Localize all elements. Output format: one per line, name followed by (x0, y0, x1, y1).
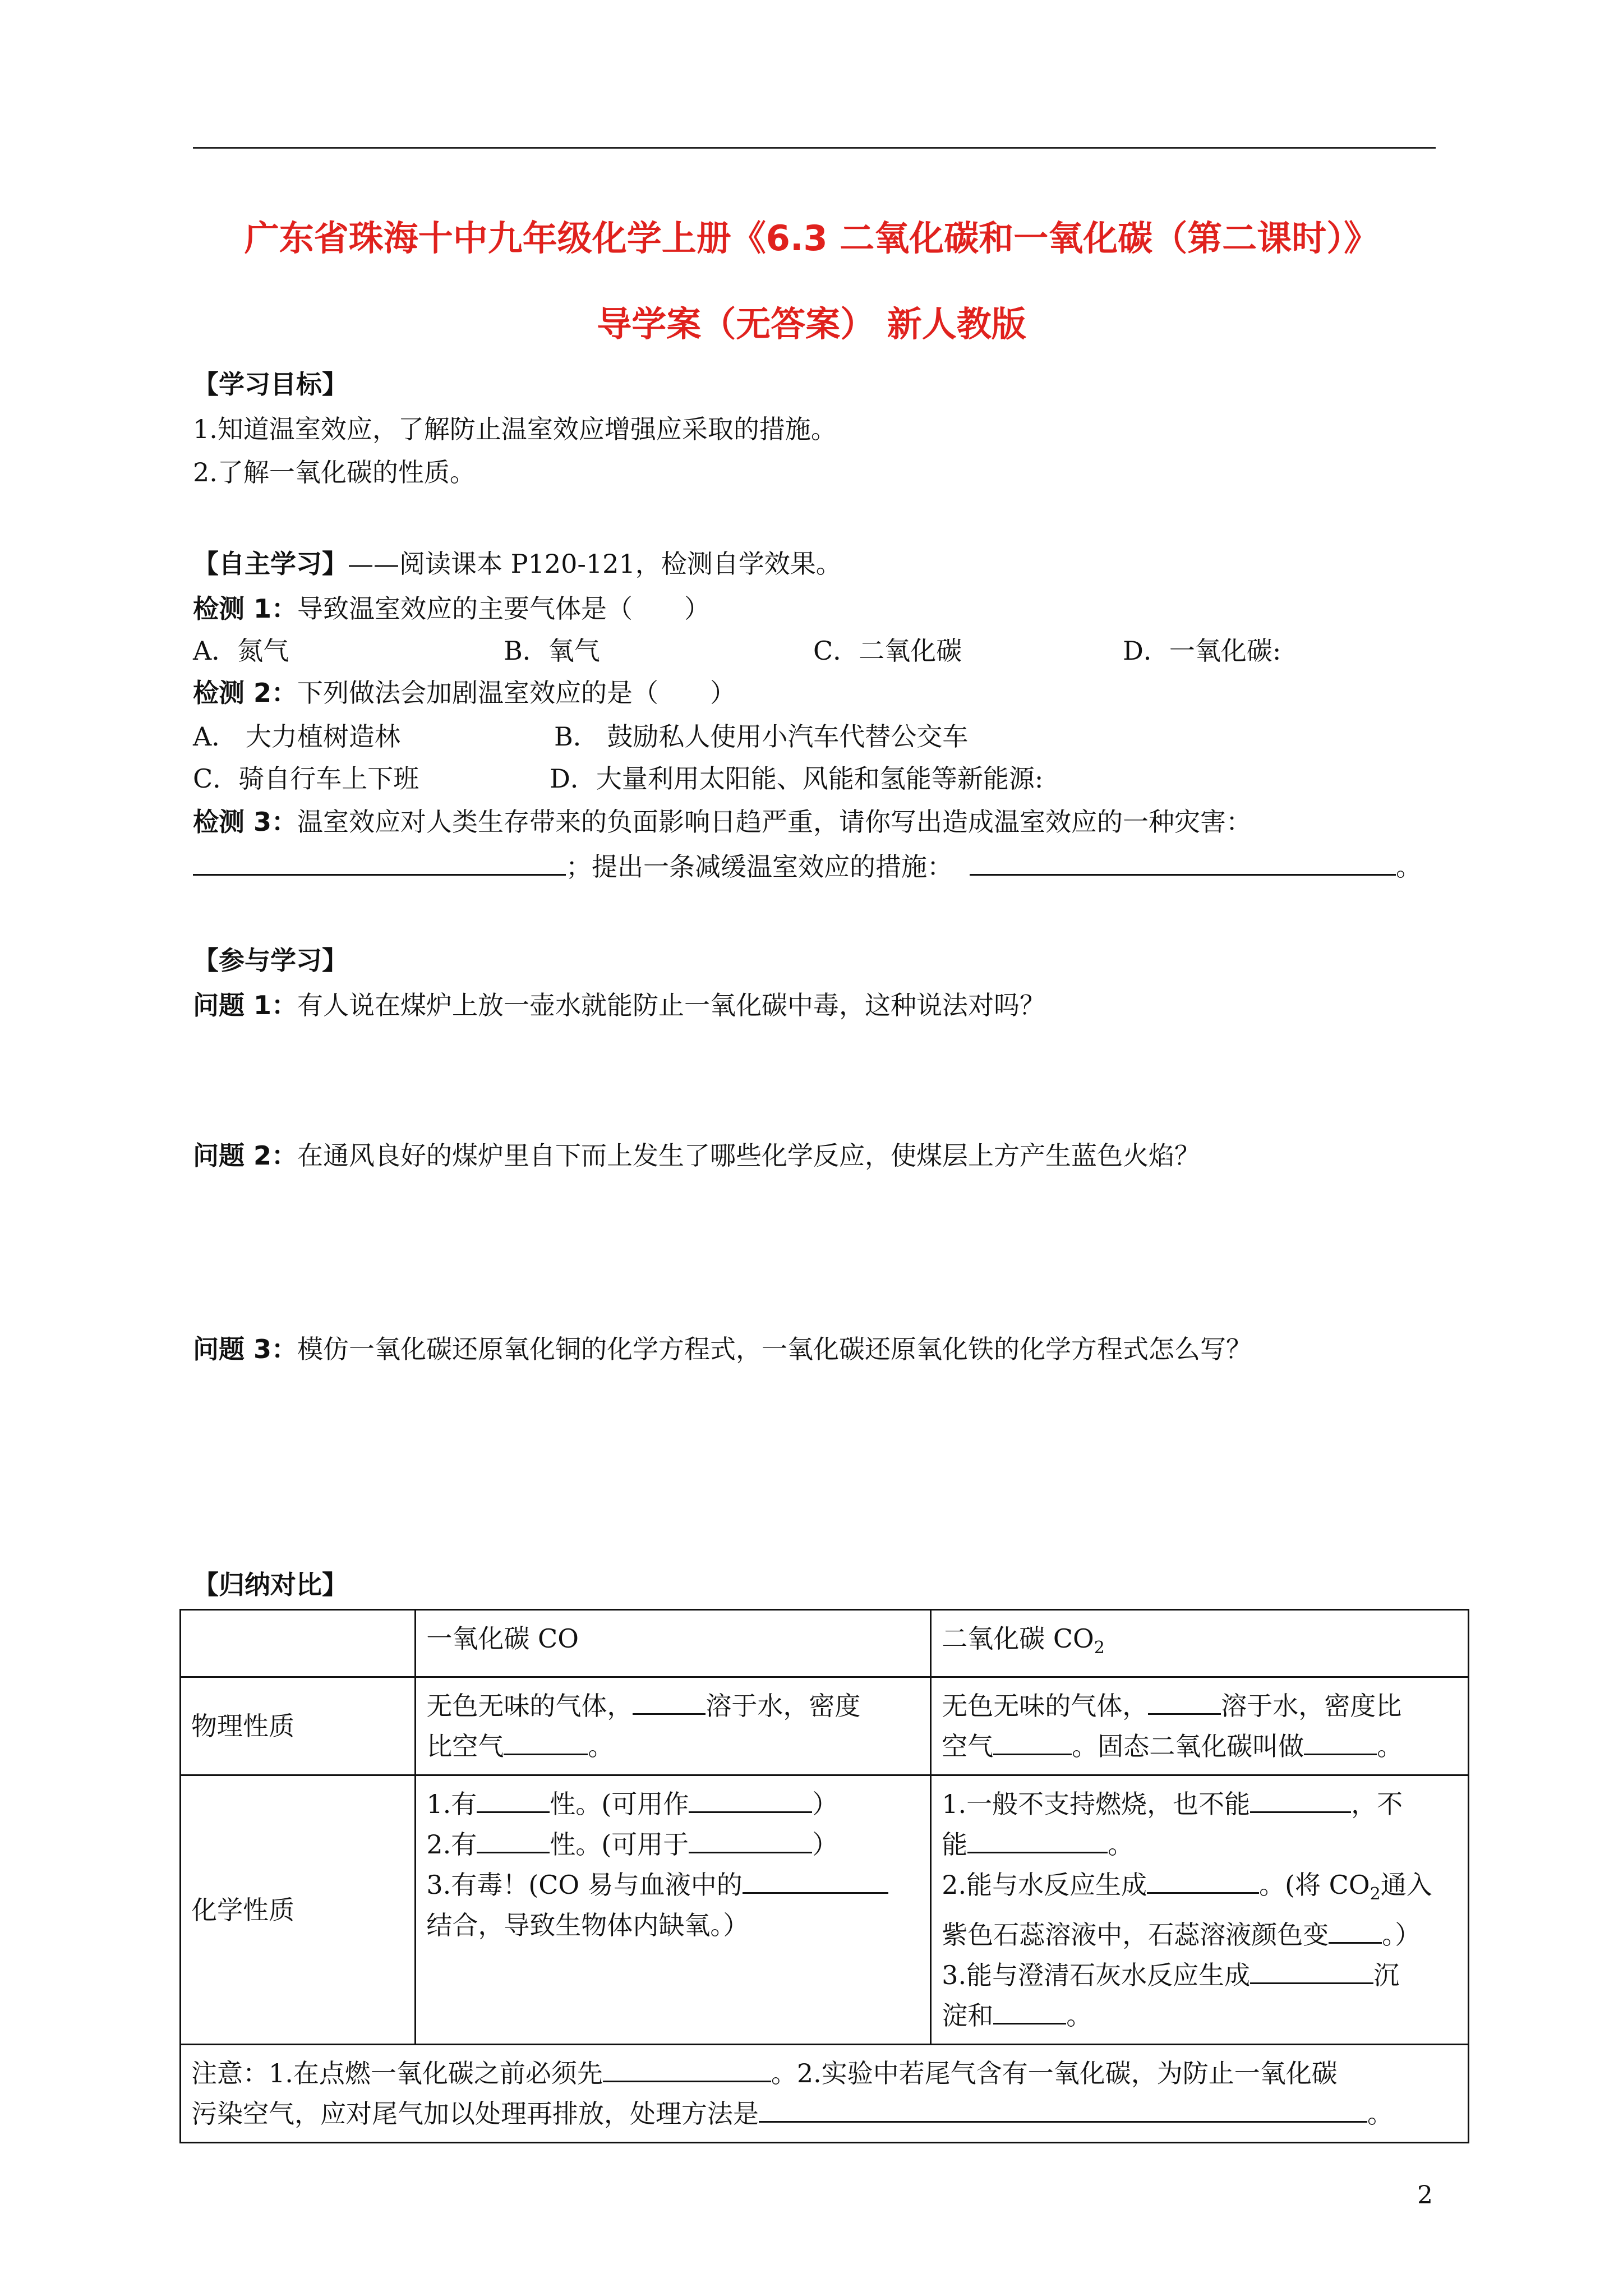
co2-chem-1a: 1.一般不支持燃烧，也不能 (942, 1789, 1251, 1820)
problem-3 (193, 1332, 1252, 1366)
check-3-mid: ；提出一条减缓温室效应的措施： (566, 852, 953, 882)
co2-no-support-blank[interactable] (967, 1826, 1108, 1853)
co2-chem-2d: 紫色石蕊溶液中，石蕊溶液颜色变 (942, 1920, 1329, 1950)
co-reducing-blank[interactable] (477, 1826, 550, 1853)
header-empty-cell (181, 1610, 416, 1677)
note-cell (181, 2045, 1469, 2143)
check-1-option-b[interactable]: B．氧气 (504, 636, 600, 666)
header-co: 一氧化碳 CO (416, 1610, 931, 1677)
chemical-properties-row (181, 1775, 1469, 2045)
co2-chem-1c: 能 (942, 1829, 968, 1860)
co2-phys-text-2: 溶于水，密度比 (1221, 1691, 1402, 1722)
header-co2 (931, 1610, 1469, 1677)
check-2-option-c[interactable]: C．骑自行车上下班 (193, 763, 419, 794)
comparison-table (179, 1609, 1469, 2143)
co-chemical-cell (416, 1775, 931, 2045)
header-rule (193, 147, 1436, 149)
precipitate-blank[interactable] (1250, 1957, 1373, 1984)
co-phys-text-4: 。 (588, 1731, 614, 1762)
co2-no-breathe-blank[interactable] (1250, 1786, 1351, 1813)
goal-item-2: 2.了解一氧化碳的性质。 (193, 457, 476, 487)
co2-chem-3c: 淀和 (942, 2000, 994, 2031)
table-header-row (181, 1610, 1469, 1677)
co-flammability-blank[interactable] (477, 1786, 550, 1813)
dry-ice-blank[interactable] (1304, 1728, 1377, 1755)
water-product-blank[interactable] (993, 1997, 1066, 2024)
check-1 (193, 592, 710, 625)
header-co2-text: 二氧化碳 CO (942, 1623, 1094, 1654)
co2-subscript: 2 (1094, 1638, 1105, 1658)
check-1-option-d[interactable]: D．一氧化碳: (1123, 636, 1281, 666)
co2-chem-3d: 。 (1066, 2000, 1092, 2031)
check-1-text: 导致温室效应的主要气体是（ ） (297, 593, 711, 624)
co2-phys-text-5: 。 (1377, 1731, 1403, 1762)
check-3-label: 检测 3： (193, 807, 298, 837)
co-chem-2a: 2.有 (426, 1829, 477, 1860)
note-text-3: 污染空气，应对尾气加以处理再排放，处理方法是 (191, 2099, 759, 2129)
check-2-option-d[interactable]: D．大量利用太阳能、风能和氢能等新能源: (550, 763, 1044, 794)
problem-3-label: 问题 3： (193, 1334, 298, 1364)
check-2-option-b[interactable]: B． 鼓励私人使用小汽车代替公交车 (554, 721, 969, 752)
note-row (181, 2045, 1469, 2143)
problem-2-label: 问题 2： (193, 1140, 298, 1171)
goals-heading: 【学习目标】 (193, 369, 348, 399)
check-3 (193, 805, 1252, 839)
co2-subscript-inline: 2 (1370, 1884, 1381, 1904)
problem-2-text: 在通风良好的煤炉里自下而上发生了哪些化学反应，使煤层上方产生蓝色火焰？ (297, 1140, 1201, 1171)
check-2-text: 下列做法会加剧温室效应的是（ ） (297, 678, 736, 708)
page-number: 2 (1417, 2181, 1433, 2210)
co2-phys-text-1: 无色无味的气体， (942, 1691, 1149, 1722)
check-1-label: 检测 1： (193, 593, 298, 624)
co-phys-text-1: 无色无味的气体， (426, 1691, 633, 1722)
co-phys-text-3: 比空气 (426, 1731, 504, 1762)
check-3-text: 温室效应对人类生存带来的负面影响日趋严重，请你写出造成温室效应的一种灾害： (297, 807, 1252, 837)
co2-chem-1d: 。 (1108, 1829, 1134, 1860)
co2-physical-cell (931, 1677, 1469, 1775)
check-1-option-a[interactable]: A．氮气 (193, 636, 289, 666)
problem-1-text: 有人说在煤炉上放一壶水就能防止一氧化碳中毒，这种说法对吗？ (297, 990, 1046, 1020)
co2-chem-2b: 。(将 CO (1259, 1870, 1370, 1901)
self-study-intro-line (193, 547, 842, 581)
check-2-option-a[interactable]: A． 大力植树造林 (193, 721, 400, 752)
co-physical-cell (416, 1677, 931, 1775)
note-text-1: 注意：1.在点燃一氧化碳之前必须先 (191, 2058, 603, 2089)
co2-chemical-cell (931, 1775, 1469, 2045)
summary-heading: 【归纳对比】 (193, 1570, 348, 1600)
co-chem-1b: 性。(可用作 (550, 1789, 689, 1820)
physical-properties-row (181, 1677, 1469, 1775)
co2-phys-text-3: 空气 (942, 1731, 994, 1762)
co2-chem-2a: 2.能与水反应生成 (942, 1870, 1147, 1901)
problem-3-text: 模仿一氧化碳还原氧化铜的化学方程式，一氧化碳还原氧化铁的化学方程式怎么写？ (297, 1334, 1252, 1364)
co-chem-1c: ） (812, 1789, 838, 1820)
co2-chem-2c: 通入 (1380, 1870, 1432, 1901)
co2-water-product-blank[interactable] (1147, 1866, 1259, 1894)
co-phys-text-2: 溶于水，密度 (706, 1691, 861, 1722)
co2-chem-3b: 沉 (1373, 1960, 1400, 1991)
self-study-intro: ——阅读课本 P120-121，检测自学效果。 (348, 549, 842, 579)
co2-density-blank[interactable] (993, 1728, 1072, 1755)
note-text-2: 。2.实验中若尾气含有一氧化碳，为防止一氧化碳 (771, 2058, 1338, 2089)
self-study-heading: 【自主学习】 (193, 549, 348, 579)
co-solubility-blank[interactable] (633, 1687, 706, 1715)
problem-1-label: 问题 1： (193, 990, 298, 1020)
note-text-4: 。 (1367, 2099, 1393, 2129)
co2-solubility-blank[interactable] (1148, 1687, 1221, 1715)
co-use-metallurgy-blank[interactable] (689, 1826, 812, 1853)
co2-phys-text-4: 。固态二氧化碳叫做 (1072, 1731, 1304, 1762)
check-3-answer-line (193, 848, 1422, 884)
co-chem-2c: ） (812, 1829, 838, 1860)
problem-1 (193, 988, 1045, 1022)
check-2-label: 检测 2： (193, 678, 298, 708)
co2-chem-1b: ，不 (1351, 1789, 1403, 1820)
row-label-physical: 物理性质 (181, 1677, 416, 1775)
co-blood-blank[interactable] (743, 1866, 888, 1894)
goal-item-1: 1.知道温室效应，了解防止温室效应增强应采取的措施。 (193, 414, 837, 444)
co-density-blank[interactable] (504, 1728, 588, 1755)
participate-heading: 【参与学习】 (193, 945, 348, 976)
co-use-fuel-blank[interactable] (689, 1786, 812, 1813)
co-chem-2b: 性。(可用于 (550, 1829, 689, 1860)
doc-title-line1: 广东省珠海十中九年级化学上册《6.3 二氧化碳和一氧化碳（第二课时）》 (244, 218, 1379, 259)
co2-chem-3a: 3.能与澄清石灰水反应生成 (942, 1960, 1251, 1991)
row-label-chemical: 化学性质 (181, 1775, 416, 2045)
litmus-color-blank[interactable] (1329, 1916, 1382, 1944)
check-3-end: 。 (1396, 852, 1422, 882)
co2-chem-2e: 。） (1382, 1920, 1421, 1950)
doc-title-line2: 导学案（无答案） 新人教版 (597, 303, 1026, 344)
disaster-blank[interactable] (193, 848, 566, 876)
co-chem-3a: 3.有毒！(CO 易与血液中的 (426, 1870, 743, 1901)
co-chem-3b: 结合，导致生物体内缺氧。） (426, 1910, 749, 1941)
co-chem-1a: 1.有 (426, 1789, 477, 1820)
check-purity-blank[interactable] (603, 2055, 771, 2082)
exhaust-treatment-blank[interactable] (759, 2095, 1367, 2123)
measure-blank[interactable] (970, 848, 1396, 876)
check-1-option-c[interactable]: C．二氧化碳 (813, 636, 962, 666)
problem-2 (193, 1139, 1200, 1172)
check-2 (193, 676, 736, 710)
